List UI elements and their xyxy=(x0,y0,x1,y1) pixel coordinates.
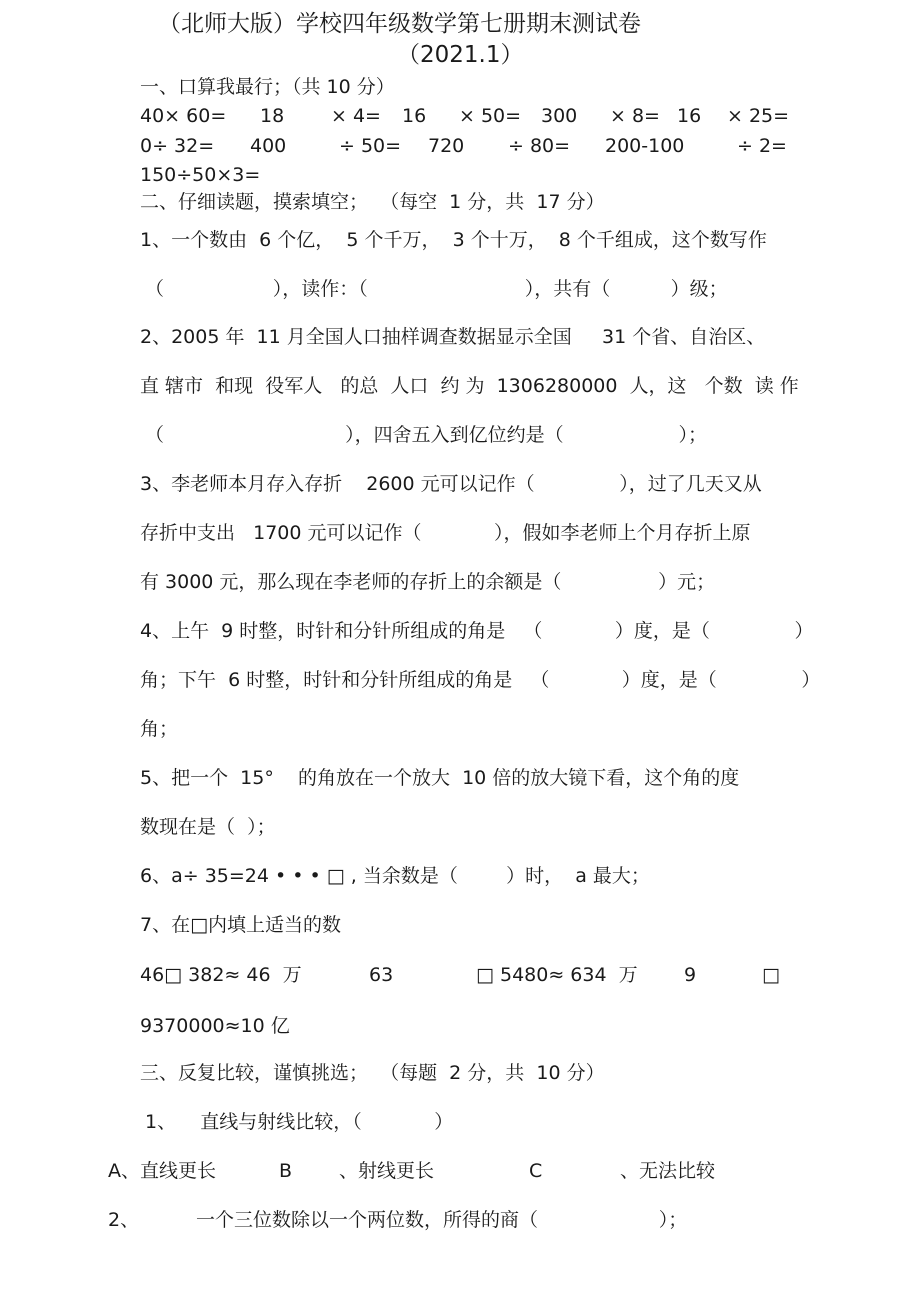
section3-heading: 三、反复比较，谨慎挑选； （每题 2 分，共 10 分） xyxy=(140,1062,605,1084)
calc-item: 400 xyxy=(250,135,287,157)
q5-line2: 数现在是（ ）； xyxy=(140,816,276,838)
q7-item: 46□ 382≈ 46 万 xyxy=(140,964,302,986)
option-b-letter: B xyxy=(279,1160,293,1182)
calc-item: 720 xyxy=(428,135,465,157)
q3-line1: 3、李老师本月存入存折 2600 元可以记作（ ），过了几天又从 xyxy=(140,473,762,495)
q2-line1: 2、2005 年 11 月全国人口抽样调查数据显示全国 31 个省、自治区、 xyxy=(140,326,766,348)
option-b: 、射线更长 xyxy=(339,1160,435,1182)
q4-line2: 角；下午 6 时整，时针和分针所组成的角是 （ ）度，是（ ） xyxy=(140,669,821,691)
page-title: （北师大版）学校四年级数学第七册期末测试卷 xyxy=(158,11,641,37)
calc-item: ÷ 2= xyxy=(737,135,787,157)
q7-heading: 7、在□内填上适当的数 xyxy=(140,914,342,936)
q2-line2: 直 辖市 和现 役军人 的总 人口 约 为 1306280000 人，这 个数 读 作 xyxy=(140,375,799,397)
calc-item: 300 xyxy=(541,105,578,127)
q7-item: □ 5480≈ 634 万 xyxy=(476,964,638,986)
q3-line2: 存折中支出 1700 元可以记作（ ），假如李老师上个月存折上原 xyxy=(140,522,751,544)
calc-item: 0÷ 32= xyxy=(140,135,215,157)
option-c-letter: C xyxy=(529,1160,543,1182)
calc-item: ÷ 80= xyxy=(508,135,571,157)
calc-item: 16 xyxy=(677,105,702,127)
s3-q2-number: 2、 xyxy=(108,1209,140,1231)
q4-line3: 角； xyxy=(140,718,179,740)
calc-item: ÷ 50= xyxy=(339,135,402,157)
q1-line2: （ ），读作：（ ），共有（ ）级； xyxy=(145,278,728,300)
calc-item: × 25= xyxy=(727,105,790,127)
q4-line1: 4、上午 9 时整，时针和分针所组成的角是 （ ）度，是（ ） xyxy=(140,620,814,642)
section1-row3: 150÷50×3= xyxy=(140,164,261,186)
q6-line: 6、a÷ 35=24 • • • □ , 当余数是（ ）时， a 最大； xyxy=(140,865,650,887)
calc-item: × 50= xyxy=(459,105,522,127)
option-c: 、无法比较 xyxy=(620,1160,716,1182)
option-a: A、直线更长 xyxy=(108,1160,216,1182)
q7-item: □ xyxy=(762,964,780,986)
q1-line1: 1、一个数由 6 个亿， 5 个千万， 3 个十万， 8 个千组成，这个数写作 xyxy=(140,229,767,251)
calc-item: × 4= xyxy=(331,105,381,127)
s3-q2-text: 一个三位数除以一个两位数，所得的商（ ）； xyxy=(196,1209,688,1231)
calc-item: 18 xyxy=(260,105,285,127)
section2-heading: 二、仔细读题，摸索填空； （每空 1 分，共 17 分） xyxy=(140,191,605,213)
calc-item: 40× 60= xyxy=(140,105,227,127)
q7-line2: 9370000≈10 亿 xyxy=(140,1015,290,1037)
q3-line3: 有 3000 元，那么现在李老师的存折上的余额是（ ）元； xyxy=(140,571,716,593)
calc-item: 200-100 xyxy=(605,135,685,157)
q7-item: 63 xyxy=(369,964,394,986)
exam-date: （2021.1） xyxy=(397,42,524,68)
calc-item: 16 xyxy=(402,105,427,127)
calc-item: × 8= xyxy=(610,105,660,127)
s3-q1: 1、 直线与射线比较，（ ） xyxy=(145,1111,454,1133)
section1-heading: 一、口算我最行；（共 10 分） xyxy=(140,76,395,98)
q7-item: 9 xyxy=(684,964,697,986)
q2-line3: （ ），四舍五入到亿位约是（ ）； xyxy=(145,424,707,446)
q5-line1: 5、把一个 15° 的角放在一个放大 10 倍的放大镜下看，这个角的度 xyxy=(140,767,740,789)
